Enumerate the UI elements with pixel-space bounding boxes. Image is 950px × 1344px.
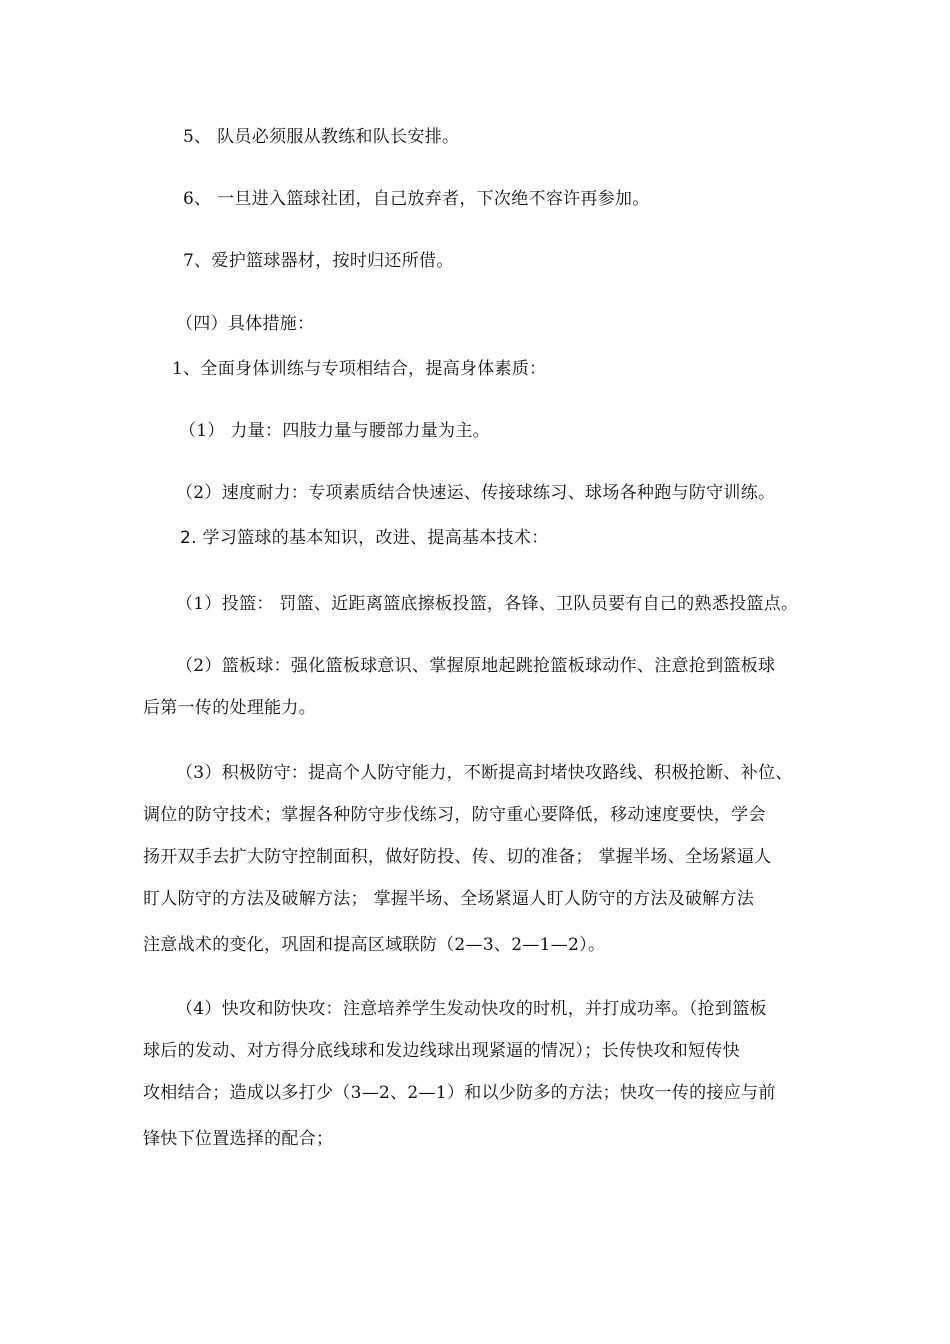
technique-fastbreak-line-4: 锋快下位置选择的配合； — [143, 1129, 334, 1149]
rule-item-5: 5、 队员必须服从教练和队长安排。 — [183, 127, 460, 147]
rule-item-7: 7、爱护篮球器材，按时归还所借。 — [183, 251, 454, 271]
measure-2-title — [180, 527, 549, 549]
technique-rebound-line-1: （2）篮板球：强化篮板球意识、掌握原地起跳抢篮板球动作、注意抢到篮板球 — [176, 656, 776, 676]
measure-1-title: 1、全面身体训练与专项相结合，提高身体素质： — [172, 359, 547, 379]
technique-shooting: （1）投篮： 罚篮、近距离篮底擦板投篮，各锋、卫队员要有自己的熟悉投篮点。 — [176, 594, 799, 614]
technique-rebound-line-2: 后第一传的处理能力。 — [143, 698, 316, 718]
technique-defense-line-5: 注意战术的变化，巩固和提高区域联防（2—3、2—1—2）。 — [143, 935, 606, 955]
rule-item-6: 6、 一旦进入篮球社团，自己放弃者，下次绝不容许再参加。 — [183, 189, 650, 209]
measure-2-title-text: 学习篮球的基本知识，改进、提高基本技术： — [196, 528, 549, 548]
technique-defense-line-4: 盯人防守的方法及破解方法； 掌握半场、全场紧逼人盯人防守的方法及破解方法 — [143, 889, 755, 909]
technique-fastbreak-line-2: 球后的发动、对方得分底线球和发边线球出现紧逼的情况）；长传快攻和短传快 — [143, 1041, 740, 1061]
technique-fastbreak-line-1: （4）快攻和防快攻：注意培养学生发动快攻的时机，并打成功率。（抢到篮板 — [176, 999, 767, 1019]
technique-fastbreak-line-3: 攻相结合；造成以多打少（3—2、2—1）和以少防多的方法；快攻一传的接应与前 — [143, 1083, 776, 1103]
measure-1-strength: （1） 力量：四肢力量与腰部力量为主。 — [179, 421, 490, 441]
section-heading-measures: （四）具体措施： — [176, 314, 315, 334]
technique-defense-line-2: 调位的防守技术；掌握各种防守步伐练习，防守重心要降低，移动速度要快，学会 — [143, 805, 766, 825]
measure-2-number: 2. — [180, 528, 197, 548]
measure-1-speed-endurance: （2）速度耐力：专项素质结合快速运、传接球练习、球场各种跑与防守训练。 — [176, 483, 776, 503]
technique-defense-line-1: （3）积极防守：提高个人防守能力，不断提高封堵快攻路线、积极抢断、补位、 — [176, 763, 793, 783]
technique-defense-line-3: 扬开双手去扩大防守控制面积，做好防投、传、切的准备； 掌握半场、全场紧逼人 — [143, 847, 772, 867]
